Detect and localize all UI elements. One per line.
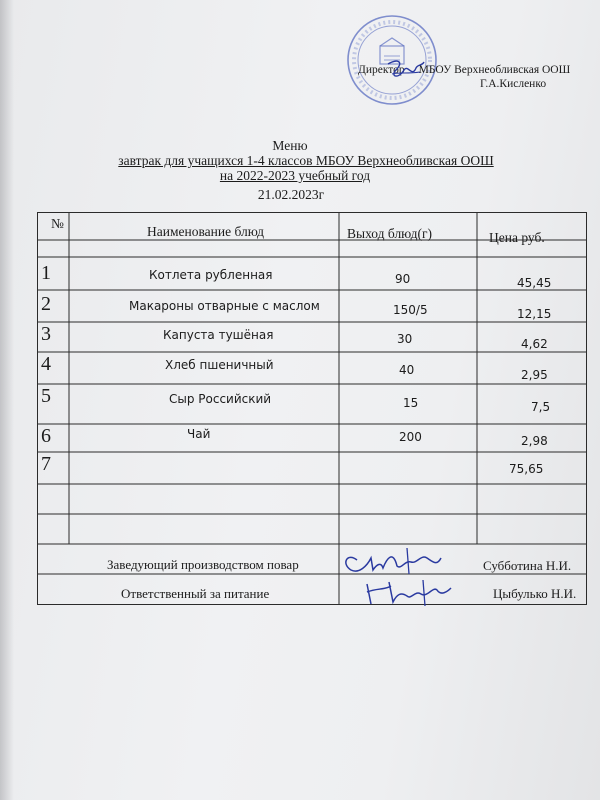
dish-weight: 15 <box>403 396 419 410</box>
dish-name: Котлета рубленная <box>149 268 273 282</box>
dish-price: 2,95 <box>521 368 548 382</box>
approval-block <box>330 10 590 110</box>
signature-name: Субботина Н.И. <box>483 558 572 573</box>
table-grid <box>37 212 587 607</box>
row-number: 2 <box>41 293 51 315</box>
academic-year: на 2022-2023 учебный год <box>219 168 371 183</box>
signature-name: Цыбулько Н.И. <box>493 586 577 601</box>
dish-name: Хлеб пшеничный <box>165 358 274 372</box>
dish-weight: 90 <box>395 272 411 286</box>
dish-price: 7,5 <box>531 400 551 414</box>
dish-price: 45,45 <box>517 276 552 290</box>
director-signature <box>358 56 428 86</box>
row-number: 4 <box>41 353 51 375</box>
approval-school: МБОУ Верхнеобливская ООШ <box>418 64 571 76</box>
row-number: 5 <box>41 385 51 407</box>
menu-table <box>37 212 587 607</box>
signature-role: Заведующий производством повар <box>107 557 299 572</box>
menu-date: 21.02.2023г <box>257 187 325 202</box>
col-header-number: № <box>51 216 64 231</box>
handwritten-signatures <box>337 540 477 610</box>
dish-weight: 40 <box>399 363 415 377</box>
col-header-price: Цена руб. <box>489 230 545 245</box>
page-shadow <box>0 0 14 800</box>
total-price: 75,65 <box>509 462 544 476</box>
row-number: 7 <box>41 453 51 475</box>
dish-price: 2,98 <box>521 434 548 448</box>
row-number: 3 <box>41 323 51 345</box>
approval-signer: Г.А.Кисленко <box>480 78 547 90</box>
signature-role: Ответственный за питание <box>121 586 270 601</box>
dish-name: Чай <box>187 427 211 441</box>
page-subtitle: завтрак для учащихся 1-4 классов МБОУ Верхнеобливская ООШ <box>118 153 494 168</box>
col-header-name: Наименование блюд <box>147 224 265 239</box>
page-title: Меню <box>272 138 308 153</box>
dish-price: 12,15 <box>517 307 552 321</box>
row-number: 6 <box>41 425 51 447</box>
dish-weight: 30 <box>397 332 413 346</box>
dish-name: Макароны отварные с маслом <box>129 299 320 313</box>
approval-position: Директор <box>358 64 405 76</box>
dish-weight: 150/5 <box>393 303 428 317</box>
dish-price: 4,62 <box>521 337 548 351</box>
dish-name: Капуста тушёная <box>163 328 274 342</box>
col-header-weight: Выход блюд(г) <box>347 226 432 241</box>
dish-weight: 200 <box>399 430 422 444</box>
row-number: 1 <box>41 262 51 284</box>
title-block <box>0 138 600 202</box>
dish-name: Сыр Российский <box>169 392 272 406</box>
